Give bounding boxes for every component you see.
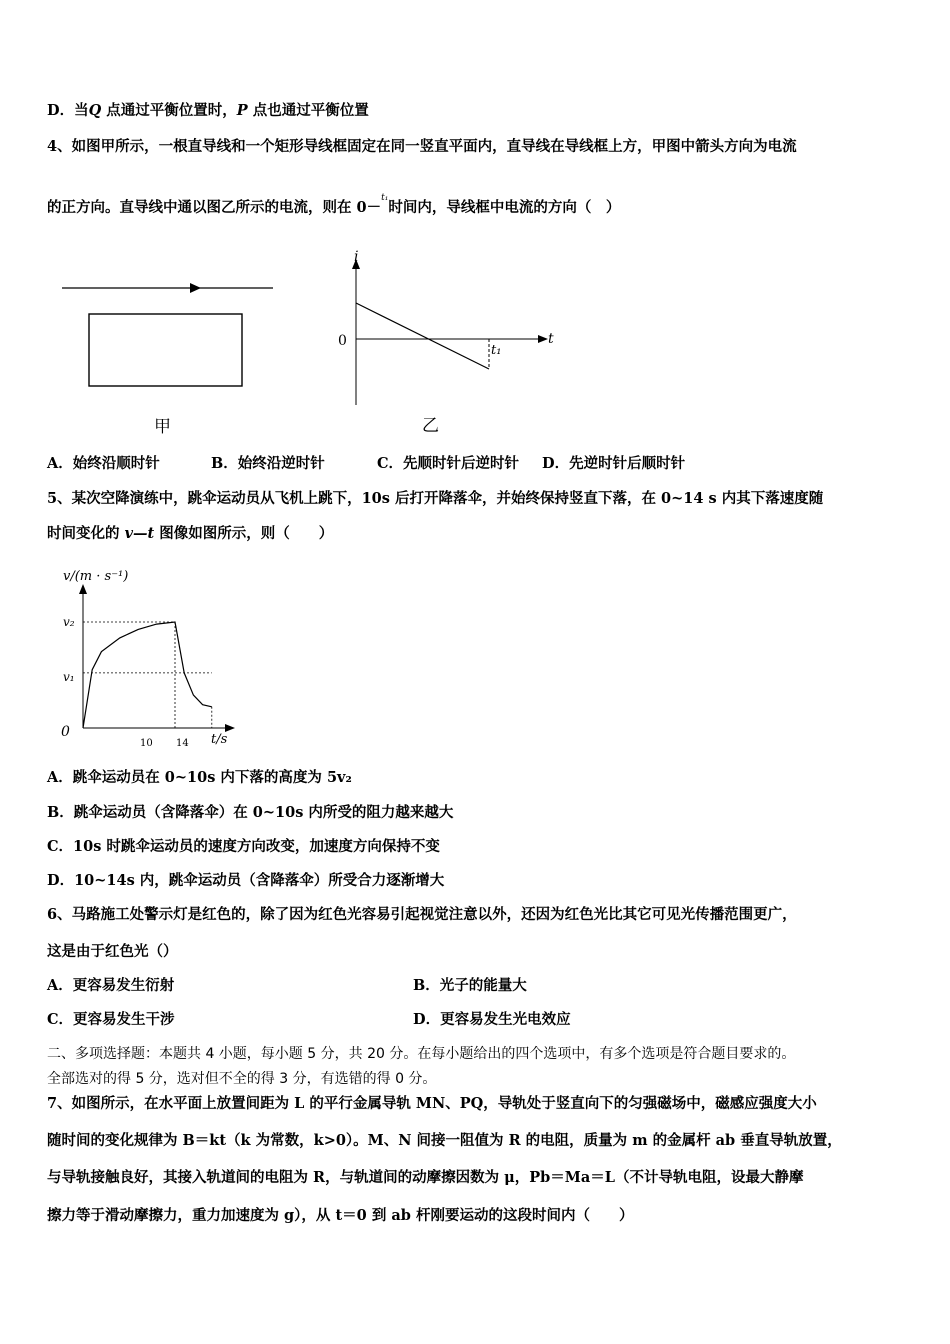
- q5-option-b[interactable]: B．跳伞运动员（含降落伞）在 0~10s 内所受的阻力越来越大: [47, 804, 454, 821]
- q6-option-c[interactable]: C．更容易发生干涉: [47, 1011, 175, 1028]
- q6-option-a[interactable]: A．更容易发生衍射: [47, 977, 175, 994]
- q4-option-c[interactable]: C．先顺时针后逆时针: [377, 455, 520, 472]
- q5-option-a[interactable]: A．跳伞运动员在 0~10s 内下落的高度为 5v₂: [47, 769, 352, 786]
- q7-stem-line4: 擦力等于滑动摩擦力，重力加速度为 g），从 t＝0 到 ab 杆刚要运动的这段时间内（ ）: [47, 1207, 634, 1224]
- q3-var-p: P: [236, 102, 248, 119]
- figure-jia: [55, 270, 285, 445]
- q7-stem-line3: 与导轨接触良好，其接入轨道间的电阻为 R，与轨道间的动摩擦因数为 μ，Pb＝Ma＝L（不计导轨电阻，设最大静摩: [47, 1169, 804, 1186]
- vt-y-arrow-icon: [79, 584, 87, 594]
- section2-heading-line1: 二、多项选择题：本题共 4 小题，每小题 5 分，共 20 分。在每小题给出的四个选项中，有多个选项是符合题目要求的。: [47, 1046, 796, 1062]
- q5-stem-line2b: 图像如图所示，则（ ）: [154, 525, 334, 542]
- vt-x-axis-label: t/s: [211, 732, 228, 747]
- figure-jia-label: 甲: [154, 417, 171, 437]
- q3-text-2: 点也通过平衡位置: [247, 102, 369, 119]
- q5-option-c[interactable]: C．10s 时跳伞运动员的速度方向改变，加速度方向保持不变: [47, 838, 440, 855]
- q4-stem-line2: [47, 193, 621, 220]
- q6-stem-line1: 6、马路施工处警示灯是红色的，除了因为红色光容易引起视觉注意以外，还因为红色光比其它可见光传播范围更广，: [47, 906, 797, 923]
- q4-stem-line2a: 的正方向。直导线中通以图乙所示的电流，则在 0－: [47, 199, 382, 216]
- yi-current-line: [356, 303, 489, 369]
- yi-origin-label: 0: [338, 333, 347, 349]
- q4-stem-line1: 4、如图甲所示，一根直导线和一个矩形导线框固定在同一竖直平面内，直导线在导线框上方，甲图中箭头方向为电流: [47, 138, 797, 155]
- rectangular-loop: [89, 314, 242, 386]
- q4-stem-line2b: 时间内，导线框中电流的方向（ ）: [388, 199, 621, 216]
- yi-x-label: t: [548, 331, 554, 347]
- vt-xtick-14: 14: [176, 738, 189, 749]
- q4-option-a[interactable]: A．始终沿顺时针: [47, 455, 160, 472]
- q5-option-d[interactable]: D．10~14s 内，跳伞运动员（含降落伞）所受合力逐渐增大: [47, 872, 445, 889]
- section2-heading-line2: 全部选对的得 5 分，选对但不全的得 3 分，有选错的得 0 分。: [47, 1071, 437, 1087]
- yi-t1-label: t₁: [491, 343, 502, 358]
- q6-option-b[interactable]: B．光子的能量大: [413, 977, 527, 994]
- figure-yi-label: 乙: [422, 416, 439, 436]
- vt-xtick-10: 10: [140, 738, 153, 749]
- q3-var-q: Q: [88, 102, 102, 119]
- q5-stem-line2: [47, 524, 333, 544]
- q4-option-d[interactable]: D．先逆时针后顺时针: [542, 455, 686, 472]
- q5-vt-label: v—t: [124, 525, 155, 542]
- yi-x-arrow-icon: [538, 335, 548, 343]
- vt-x-arrow-icon: [225, 724, 235, 732]
- q4-t1-superscript: t₁: [381, 193, 389, 203]
- q6-option-d[interactable]: D．更容易发生光电效应: [413, 1011, 571, 1028]
- q3-option-d-label: D．当: [47, 102, 89, 119]
- vt-ytick-v1: v₁: [63, 670, 75, 684]
- q3-option-d[interactable]: [47, 101, 369, 121]
- q6-stem-line2: 这是由于红色光（）: [47, 943, 178, 960]
- yi-y-label: i: [354, 249, 359, 265]
- q7-stem-line2: 随时间的变化规律为 B＝kt（k 为常数，k>0）。M、N 间接一阻值为 R 的电阻，质量为 m 的金属杆 ab 垂直导轨放置，: [47, 1132, 842, 1149]
- vt-velocity-curve: [83, 622, 212, 728]
- q5-stem-line2a: 时间变化的: [47, 525, 125, 542]
- current-arrow-icon: [190, 283, 201, 293]
- q5-stem-line1: 5、某次空降演练中，跳伞运动员从飞机上跳下，10s 后打开降落伞，并始终保持竖直下落，在 0~14 s 内其下落速度随: [47, 490, 824, 507]
- q5-vt-chart: [55, 560, 255, 755]
- q4-option-b[interactable]: B．始终沿逆时针: [211, 455, 325, 472]
- vt-ytick-v2: v₂: [63, 615, 75, 629]
- figure-yi: [330, 245, 570, 445]
- vt-y-axis-label: v/(m · s⁻¹): [63, 569, 129, 584]
- q7-stem-line1: 7、如图所示，在水平面上放置间距为 L 的平行金属导轨 MN、PQ，导轨处于竖直向下的匀强磁场中，磁感应强度大小: [47, 1095, 817, 1112]
- vt-origin-label: 0: [61, 724, 70, 740]
- q3-text-1: 点通过平衡位置时，: [101, 102, 237, 119]
